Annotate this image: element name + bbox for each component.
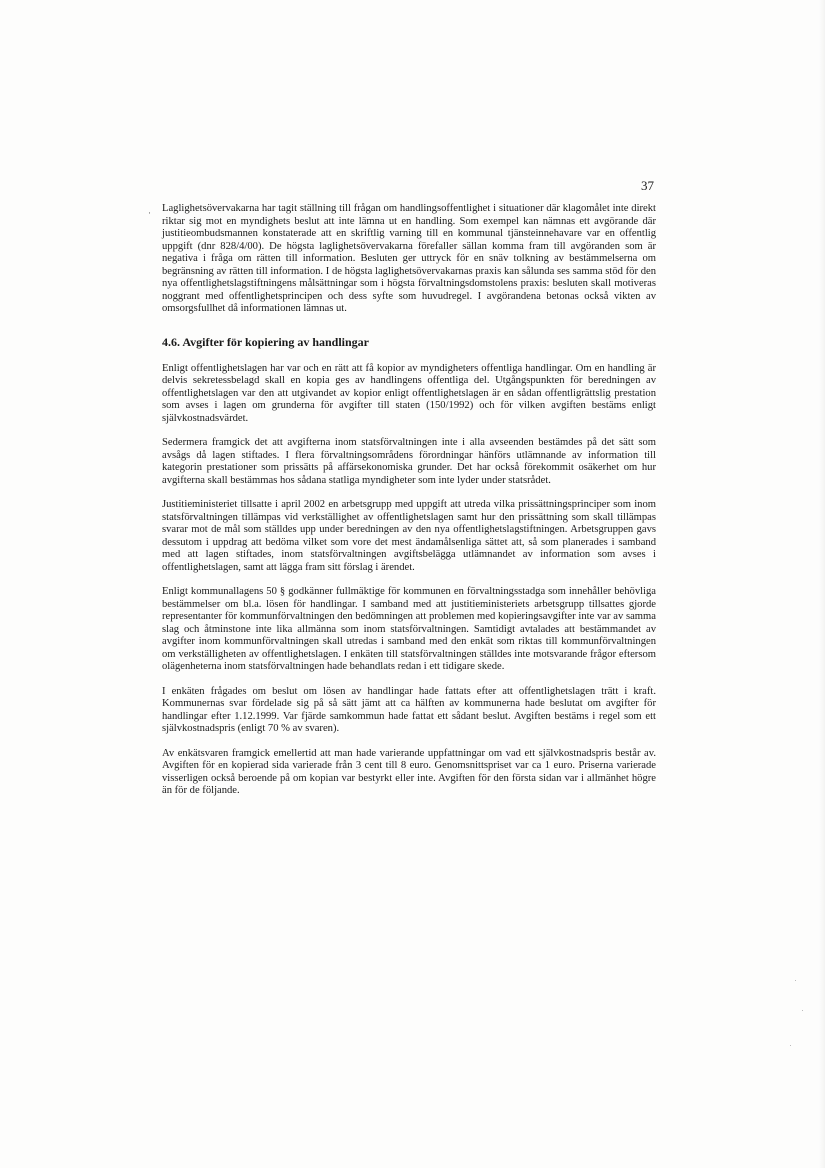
scan-speck: [802, 1010, 803, 1011]
body-text: [162, 203, 656, 810]
section-heading-avgifter: 4.6. Avgifter för kopiering av handlingar: [162, 334, 370, 349]
paragraph-ratt-till-kopior: Enligt offentlighetslagen har var och en rätt att få kopior av myndigheters offentliga handlingar. Om en handling är delvis sekretessbelagd skall en kopia ges av handlingens offentliga del. Utgångspunkten för beredningen av offentlighetslagen var den att utgivandet av kopior enligt offentlighetslagen är en sådan offentligrättslig prestation som avses i lagen om grunderna för avgifter till staten (150/1992) och för vilken avgiften bestäms enligt självkostnadsvärdet.: [162, 362, 656, 424]
paragraph-sedermera: Sedermera framgick det att avgifterna inom statsförvaltningen inte i alla avseenden bestämdes på det sätt som avsågs då lagen stiftades. I flera förvaltningsområdens förordningar hänförs utlämnande av information till kategorin prestationer som prissätts på affärsekonomiska grunder. Det har också förekommit osäkerhet om hur avgifterna skall bestämmas hos sådana statliga myndigheter som inte lyder under statsrådet.: [162, 437, 656, 486]
paragraph-kommunallagen: Enligt kommunallagens 50 § godkänner fullmäktige för kommunen en förvaltningsstadga som innehåller behövliga bestämmelser om bl.a. lösen för handlingar. I samband med att justitieministeriets arbetsgrupp tillsattes gjorde representanter för kommunförvaltningen den bedömningen att problemen med kopieringsavgifter inte var av samma slag och åtminstone inte lika allmänna som inom statsförvaltningen. Samtidigt avtalades att bestämmandet av avgifter inom kommunförvaltningen skall utredas i samband med den enkät som riktas till kommunförvaltningen om verkställigheten av offentlighetslagen. I enkäten till statsförvaltningen ställdes inte motsvarande frågor eftersom olägenheterna inom statsförvaltningen hade behandlats redan i ett tidigare skede.: [162, 586, 656, 672]
page-number: 37: [641, 178, 654, 193]
scan-edge-shadow: [819, 0, 825, 1168]
paragraph-enkatsvaren: Av enkätsvaren framgick emellertid att man hade varierande uppfattningar om vad ett självkostnadspris består av. Avgiften för en kopierad sida varierade från 3 cent till 8 euro. Genomsnittspriset var ca 1 euro. Priserna varierade visserligen också beroende på om kopian var bestyrkt eller inte. Avgiften för den första sidan var i allmänhet högre än för de följande.: [162, 747, 656, 796]
paragraph-arbetsgrupp: Justitieministeriet tillsatte i april 2002 en arbetsgrupp med uppgift att utreda vilka prissättningsprinciper som inom statsförvaltningen tillämpas vid verkställighet av offentlighetslagen samt hur den prissättning som skall tillämpas svarar mot de mål som ställdes upp under beredningen av den nya offentlighetslagstiftningen. Arbetsgruppen gavs dessutom i uppdrag att bedöma vilket som vore det mest ändamålsenliga sättet att, så som planerades i samband med att lagen stiftades, inom statsförvaltningen avgiftsbelägga utlämnandet av information som avses i offentlighetslagen, samt att lägga fram sitt förslag i ärendet.: [162, 499, 656, 573]
scan-speck: [795, 980, 796, 981]
paragraph-laglighetsovervakning: Laglighetsövervakarna har tagit ställning till frågan om handlingsoffentlighet i situationer där klagomålet inte direkt riktar sig mot en myndighets beslut att inte lämna ut en handling. Som exempel kan nämnas ett avgörande där justitieombudsmannen konstaterade att en skriftlig varning till en kommunal tjänsteinnehavare var en offentlig uppgift (dnr 828/4/00). De högsta laglighetsövervakarna förefaller sällan komma fram till avgöranden som är negativa i fråga om rätten till information. Besluten ger uttryck för en snäv tolkning av bestämmelserna om begränsning av rätten till information. I de högsta laglighetsövervakarnas praxis kan sålunda ses samma stöd för den nya offentlighetslagstiftningens målsättningar som i högsta förvaltningsdomstolens praxis: besluten skall motiveras noggrant med offentlighetsprincipen och dess syfte som huvudregel. I avgörandena betonas också vikten av omsorgsfullhet då informationen lämnas ut.: [162, 203, 656, 314]
paragraph-enkaten: I enkäten frågades om beslut om lösen av handlingar hade fattats efter att offentlighetslagen trätt i kraft. Kommunernas svar fördelade sig på så sätt jämt att ca hälften av kommunerna hade beslutat om avgifter för handlingar efter 1.12.1999. Var fjärde samkommun hade fattat ett sådant beslut. Avgiften bestäms i regel som ett självkostnadspris (enligt 70 % av svaren).: [162, 685, 656, 734]
margin-mark: ·: [148, 208, 151, 218]
scan-speck: [790, 1045, 791, 1046]
